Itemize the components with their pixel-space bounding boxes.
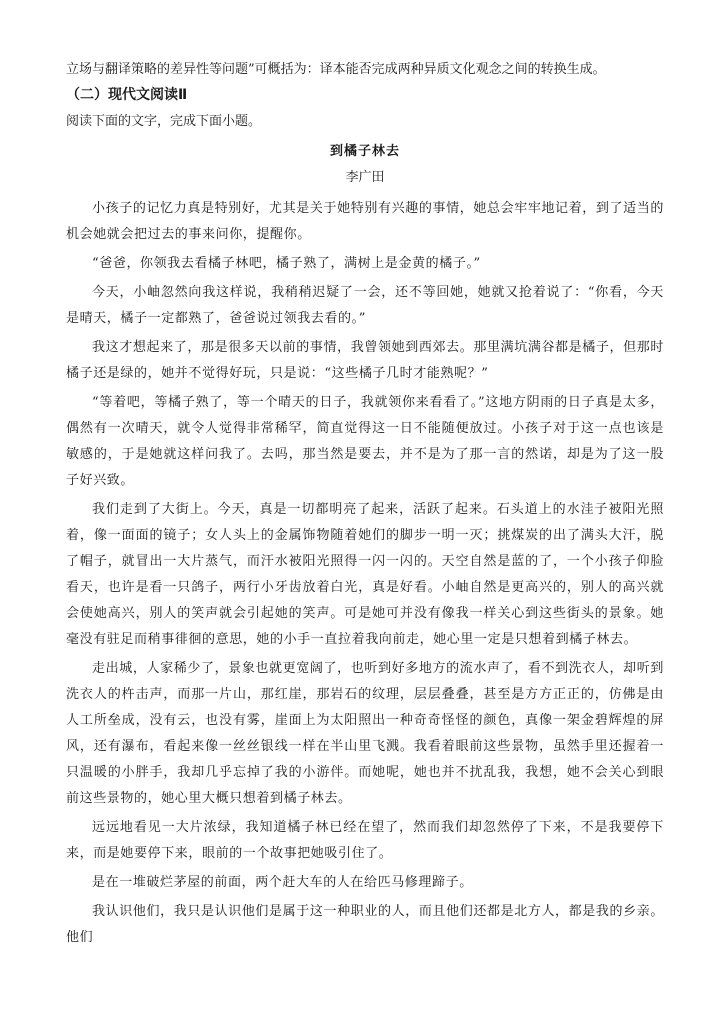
paragraph-3: 今天，小岫忽然向我这样说，我稍稍迟疑了一会，还不等回她，她就又抢着说了：“你看，今天是晴天，橘子一定都熟了，爸爸说过领我去看的。” [66, 285, 664, 326]
paragraph-8: 远远地看见一大片浓绿，我知道橘子林已经在望了，然而我们却忽然停了下来，不是我要停下来，而是她要停下来，眼前的一个故事把她吸引住了。 [66, 820, 664, 861]
paragraph-4: 我这才想起来了，那是很多天以前的事情，我曾领她到西郊去。那里满坑满谷都是橘子，但那时橘子还是绿的，她并不觉得好玩，只是说：“这些橘子几时才能熟呢？” [66, 340, 664, 381]
preceding-text-line: 立场与翻译策略的差异性等问题”可概括为：译本能否完成两种异质文化观念之间的转换生成。 [66, 62, 606, 77]
paragraph-10: 我认识他们，我只是认识他们是属于这一种职业的人，而且他们还都是北方人，都是我的乡亲。他们 [66, 904, 664, 945]
paragraph-2: “爸爸，你领我去看橘子林吧，橘子熟了，满树上是金黄的橘子。” [92, 256, 481, 271]
section-heading: （二）现代文阅读Ⅱ [66, 87, 188, 103]
article-author: 李广田 [345, 170, 385, 185]
paragraph-9: 是在一堆破烂茅屋的前面，两个赶大车的人在给匹马修理蹄子。 [92, 875, 473, 890]
instruction-text: 阅读下面的文字，完成下面小题。 [66, 114, 262, 129]
paragraph-6: 我们走到了大街上。今天，真是一切都明亮了起来，活跃了起来。石头道上的水洼子被阳光照着，像一面面的镜子；女人头上的金属饰物随着她们的脚步一明一灭；挑煤炭的出了满头大汗，脱了帽子，就冒出一大片蒸气，而汗水被阳光照得一闪一闪的。天空自然是蓝的了，一个小孩子仰脸看天，也许是看一只鸽子，两行小牙齿放着白光，真是好看。小岫自然是更高兴的，别人的高兴就会使她高兴，别人的笑声就会引起她的笑声。可是她可并没有像我一样关心到这些街头的景象。她毫没有驻足而稍事徘徊的意思，她的小手一直拉着我向前走，她心里一定是只想着到橘子林去。 [66, 502, 664, 647]
paragraph-5: “等着吧，等橘子熟了，等一个晴天的日子，我就领你来看看了。”这地方阴雨的日子真是太多，偶然有一次晴天，就令人觉得非常稀罕，简直觉得这一日不能随便放过。小孩子对于这一点也该是敏感的，于是她就这样问我了。去吗，那当然是要去，并不是为了那一言的然诺，却是为了这一股子好兴致。 [66, 395, 664, 488]
paragraph-7: 走出城，人家稀少了，景象也就更宽阔了，也听到好多地方的流水声了，看不到洗衣人，却听到洗衣人的杵击声，而那一片山，那红崖，那岩石的纹理，层层叠叠，甚至是方方正正的，仿佛是由人工所垒成，没有云，也没有雾，崖面上为太阳照出一种奇奇怪怪的颜色，真像一架金碧辉煌的屏风，还有瀑布，看起来像一丝丝银线一样在半山里飞溅。我看着眼前这些景物，虽然手里还握着一只温暖的小胖手，我却几乎忘掉了我的小游伴。而她呢，她也并不扰乱我，我想，她不会关心到眼前这些景物的，她心里大概只想着到橘子林去。 [66, 661, 664, 806]
paragraph-1: 小孩子的记忆力真是特别好，尤其是关于她特别有兴趣的事情，她总会牢牢地记着，到了适当的机会她就会把过去的事来问你，提醒你。 [66, 201, 664, 242]
article-title: 到橘子林去 [329, 144, 400, 159]
